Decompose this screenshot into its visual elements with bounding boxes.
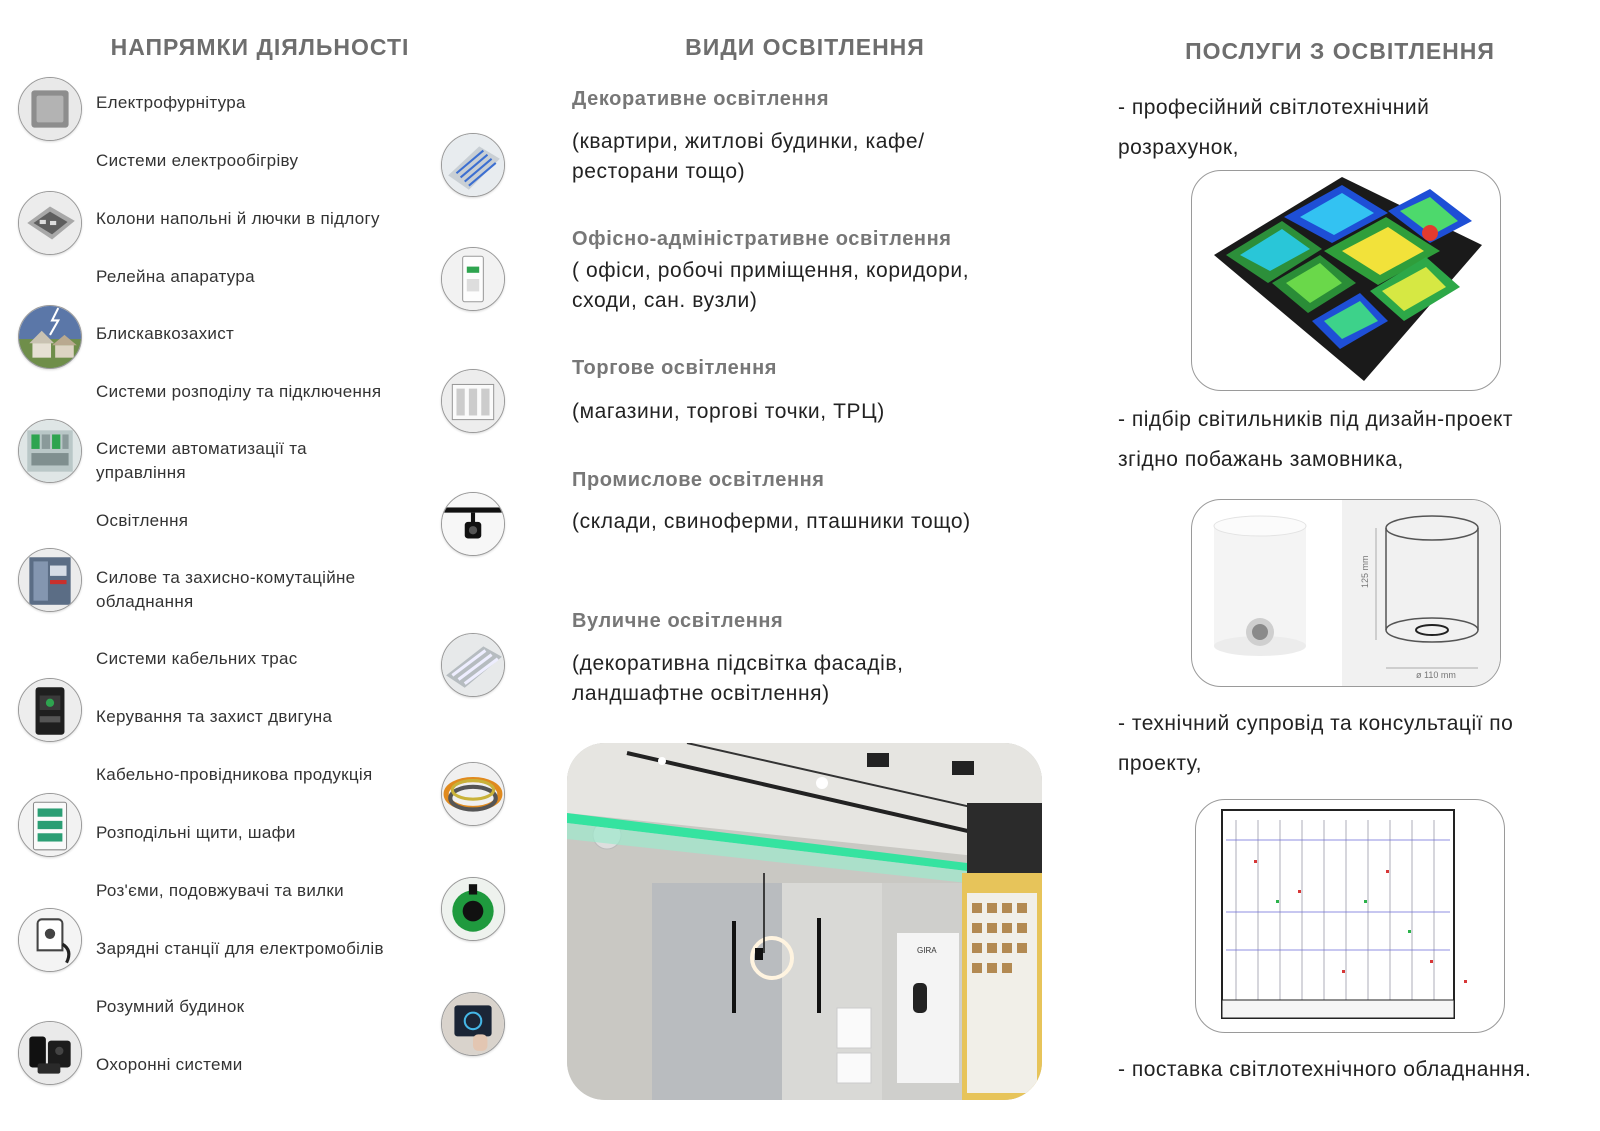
activity-item: Освітлення — [96, 511, 189, 530]
activities-title: НАПРЯМКИ ДІЯЛЬНОСТІ — [110, 34, 410, 60]
activity-item: Зарядні станції для електромобілів — [96, 939, 384, 958]
showroom-illustration — [567, 743, 1042, 1100]
activity-item: Керування та захист двигуна — [96, 707, 333, 726]
height-dimension: 125 mm — [1360, 555, 1370, 588]
activity-item: Блискавкозахист — [96, 324, 235, 343]
lightning-house-icon — [18, 305, 82, 369]
electrical-schematic-image — [1195, 799, 1505, 1033]
activity-item: Електрофурнітура — [96, 93, 246, 112]
activity-item: Колони напольні й лючки в підлогу — [96, 209, 380, 228]
motor-starter-icon — [18, 678, 82, 742]
cable-tray-icon — [441, 633, 505, 697]
lighting-type-desc: (декоративна підсвітка фасадів, ландшафтне освітлення) — [572, 652, 904, 705]
floor-box-icon — [18, 191, 82, 255]
activity-item: Системи кабельних трас — [96, 649, 298, 668]
activity-item: Розумний будинок — [96, 997, 245, 1016]
fixture-drawing-image — [1191, 499, 1501, 687]
activity-item: Охоронні системи — [96, 1055, 243, 1074]
relay-icon — [441, 247, 505, 311]
security-system-icon — [18, 1021, 82, 1085]
activity-item: Роз'єми, подовжувачі та вилки — [96, 881, 344, 900]
lighting-type-desc: (квартири, житлові будинки, кафе/ ресторани тощо) — [572, 130, 925, 183]
wall-outlet-icon — [18, 77, 82, 141]
lighting-type-desc: (магазини, торгові точки, ТРЦ) — [572, 400, 885, 423]
lighting-type-desc: (склади, свиноферми, пташники тощо) — [572, 510, 971, 533]
activity-item: Системи електрообігріву — [96, 151, 299, 170]
circuit-breaker-icon — [18, 548, 82, 612]
lighting-type-name: Вуличне освітлення — [572, 610, 784, 632]
lighting-types-title: ВИДИ ОСВІТЛЕННЯ — [685, 34, 925, 60]
automation-panel-icon — [18, 419, 82, 483]
activity-item: Кабельно-провідникова продукція — [96, 765, 373, 784]
lighting-type-name: Офісно-адміністративне освітлення — [572, 228, 952, 250]
service-item: - підбір світильників під дизайн-проект згідно побажань замовника, — [1118, 408, 1514, 471]
services-title: ПОСЛУГИ З ОСВІТЛЕННЯ — [1185, 38, 1495, 64]
track-spotlight-icon — [441, 492, 505, 556]
lighting-type-name: Декоративне освітлення — [572, 88, 830, 110]
terminal-block-icon — [441, 369, 505, 433]
activity-item: Системи розподілу та підключення — [96, 382, 382, 401]
lighting-calculation-image — [1191, 170, 1501, 391]
service-item: - технічний супровід та консультації по проекту, — [1118, 712, 1514, 775]
brand-label: GIRA — [917, 946, 937, 955]
extension-reel-icon — [441, 877, 505, 941]
showroom-photo — [567, 743, 1042, 1100]
service-item: - професійний світлотехнічний розрахунок, — [1118, 96, 1430, 159]
activity-item: Силове та захисно-комутаційне обладнання — [96, 568, 356, 611]
lighting-type-name: Промислове освітлення — [572, 469, 825, 491]
diameter-dimension: ø 110 mm — [1416, 670, 1456, 680]
lighting-type-name: Торгове освітлення — [572, 357, 778, 379]
cable-coil-icon — [441, 762, 505, 826]
heating-cable-icon — [441, 133, 505, 197]
service-item: - поставка світлотехнічного обладнання. — [1118, 1058, 1532, 1081]
ev-charger-icon — [18, 908, 82, 972]
activity-item: Системи автоматизації та управління — [96, 439, 307, 482]
lighting-type-desc: ( офіси, робочі приміщення, коридори, сходи, сан. вузли) — [572, 259, 970, 312]
distribution-board-icon — [18, 793, 82, 857]
activity-item: Розподільні щити, шафи — [96, 823, 296, 842]
smart-home-tablet-icon — [441, 992, 505, 1056]
activity-item: Релейна апаратура — [96, 267, 255, 286]
